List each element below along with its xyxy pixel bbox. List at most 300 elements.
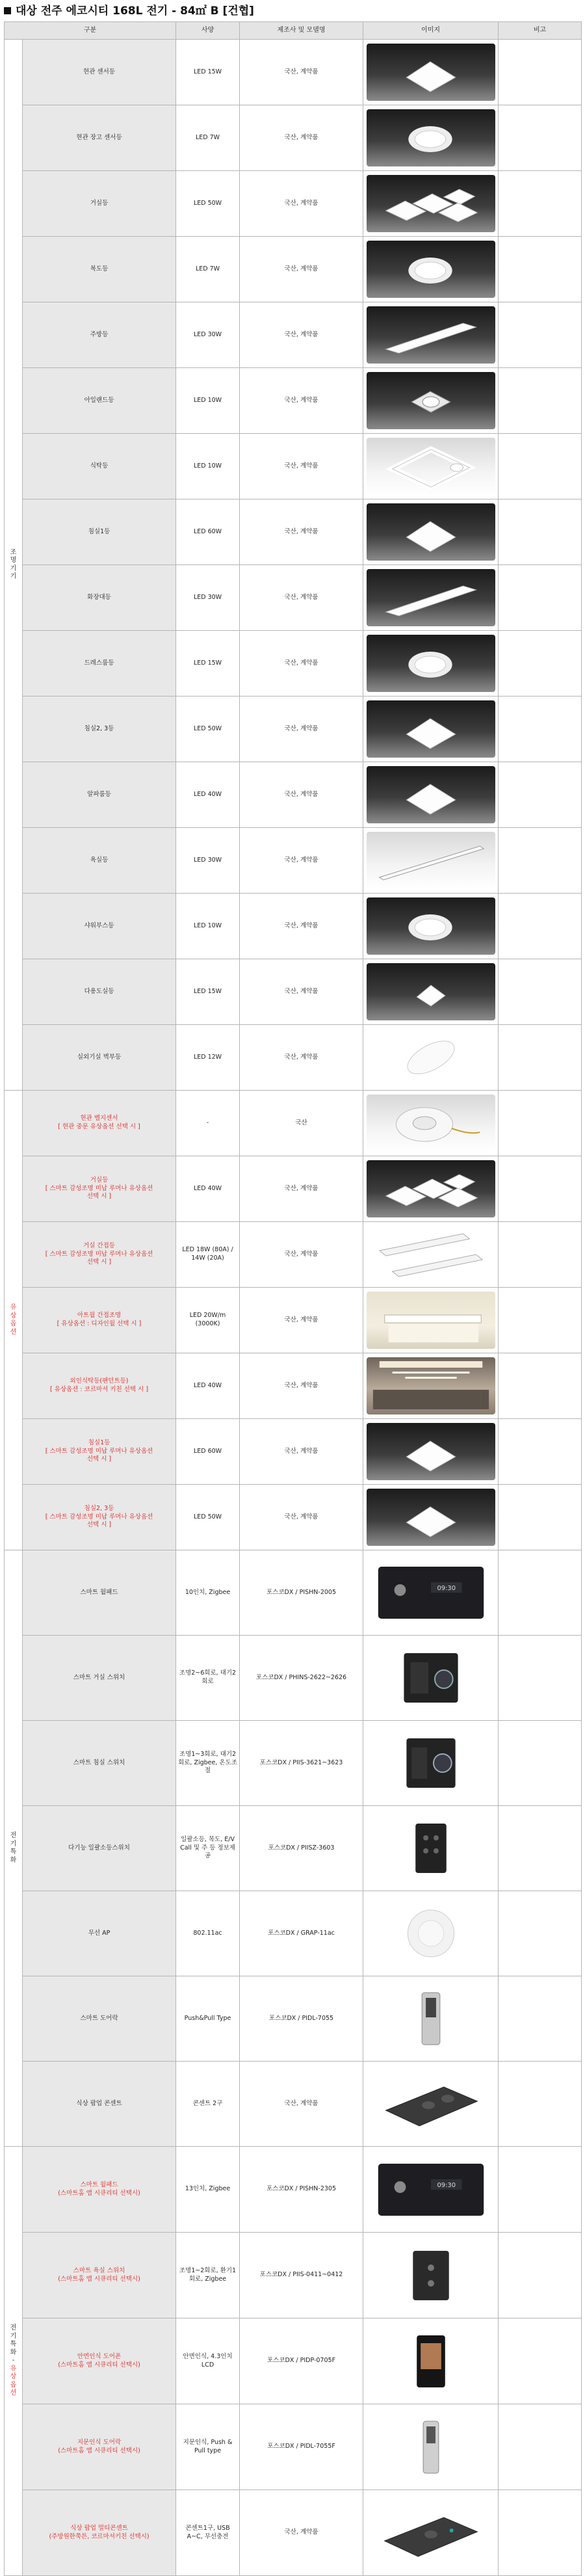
image-cell — [363, 2490, 499, 2576]
spec-cell: 안면인식, 4.3인치 LCD — [176, 2318, 240, 2404]
item-cell — [23, 1721, 176, 1806]
spec-cell: LED 50W — [176, 1485, 240, 1550]
maker-cell: 국산, 계약품 — [240, 1288, 363, 1353]
maker-cell: 국산, 계약품 — [240, 1353, 363, 1419]
table-row — [5, 105, 582, 171]
pendant-room-icon — [367, 1357, 495, 1414]
maker-cell: 국산, 계약품 — [240, 959, 363, 1025]
item-cell — [23, 1891, 176, 1976]
item-cell — [23, 171, 176, 237]
maker-cell: 포스코DX / PISHN-2005 — [240, 1550, 363, 1636]
image-cell — [363, 959, 499, 1025]
item-name: 침실2, 3등 — [84, 1504, 114, 1512]
note-cell — [499, 40, 582, 105]
item-name: 스마트 거실 스위치 — [73, 1673, 125, 1681]
popup-outlet-icon — [367, 2075, 495, 2132]
spec-cell: - — [176, 1091, 240, 1156]
table-row — [5, 499, 582, 565]
maker-cell: 포스코DX / PIDP-0705F — [240, 2318, 363, 2404]
image-cell — [363, 697, 499, 762]
image-cell — [363, 40, 499, 105]
note-cell — [499, 368, 582, 434]
item-name: 식상 팝업 콘센트 — [76, 2099, 122, 2107]
image-cell — [363, 368, 499, 434]
image-cell — [363, 302, 499, 368]
item-name: 침실2, 3등 — [84, 724, 114, 732]
master-switch-icon — [367, 1820, 495, 1877]
note-cell — [499, 1976, 582, 2062]
maker-cell: 포스코DX / PIIS-0411~0412 — [240, 2233, 363, 2318]
image-cell — [363, 828, 499, 894]
spec-cell: LED 10W — [176, 434, 240, 499]
category-cell — [5, 40, 23, 1091]
item-condition: (스마트홈 앱 시큐리티 선택시) — [58, 2275, 140, 2283]
item-cell — [23, 2147, 176, 2233]
note-cell — [499, 565, 582, 631]
popup-multi-outlet-icon — [367, 2504, 495, 2562]
table-row — [5, 1891, 582, 1976]
title-text: 대상 전주 에코시티 168L 전기 - 84㎡ B [건협] — [16, 5, 254, 18]
maker-cell: 국산, 계약품 — [240, 434, 363, 499]
item-cell — [23, 1636, 176, 1721]
item-cell — [23, 1806, 176, 1891]
item-condition: [ 스마트 감성조명 미납 루머나 유상옵션 선택 시 ] — [45, 1250, 153, 1266]
spec-cell: LED 50W — [176, 697, 240, 762]
spec-cell: LED 40W — [176, 762, 240, 828]
table-row — [5, 171, 582, 237]
image-cell — [363, 1288, 499, 1353]
table-row — [5, 2404, 582, 2490]
slim-linear-light-icon — [367, 832, 495, 889]
category-label: 전기특화 - 유상옵션 — [10, 2324, 17, 2397]
category-cell — [5, 1091, 23, 1550]
item-name: 스마트 월패드 — [80, 2181, 118, 2188]
item-cell — [23, 2404, 176, 2490]
note-cell — [499, 1485, 582, 1550]
item-condition: [ 스마트 감성조명 미납 루머나 유상옵션 선택 시 ] — [45, 1513, 153, 1529]
table-row — [5, 1419, 582, 1485]
item-cell — [23, 237, 176, 302]
maker-cell: 포스코DX / PIIS-3621~3623 — [240, 1721, 363, 1806]
note-cell — [499, 302, 582, 368]
item-name: 현관 장고 센서등 — [76, 133, 122, 141]
spec-cell: 콘센트1구, USB A~C, 무선충전 — [176, 2490, 240, 2576]
spec-cell: LED 15W — [176, 959, 240, 1025]
image-cell — [363, 1419, 499, 1485]
spec-cell: LED 10W — [176, 368, 240, 434]
item-cell — [23, 2318, 176, 2404]
item-cell — [23, 1550, 176, 1636]
wallpad-icon — [367, 1564, 495, 1621]
note-cell — [499, 1288, 582, 1353]
round-downlight-icon — [367, 241, 495, 298]
note-cell — [499, 1721, 582, 1806]
note-cell — [499, 2233, 582, 2318]
image-cell — [363, 2233, 499, 2318]
item-cell — [23, 499, 176, 565]
item-condition: [ 스마트 감성조명 미납 루머나 유상옵션 선택 시 ] — [45, 1184, 153, 1201]
table-row — [5, 302, 582, 368]
table-body — [5, 40, 582, 2576]
image-cell — [363, 1721, 499, 1806]
round-downlight-icon — [367, 109, 495, 166]
item-condition: (스마트홈 앱 시큐리티 선택시) — [58, 2361, 140, 2369]
note-cell — [499, 171, 582, 237]
wallpad-icon — [367, 2161, 495, 2218]
note-cell — [499, 1550, 582, 1636]
item-cell — [23, 368, 176, 434]
table-row — [5, 1288, 582, 1353]
image-cell — [363, 1485, 499, 1550]
table-row — [5, 40, 582, 105]
table-row — [5, 1806, 582, 1891]
item-name: 스마트 도어락 — [80, 2014, 118, 2022]
image-cell — [363, 1156, 499, 1222]
item-name: 드레스룸등 — [84, 659, 114, 667]
header-image: 이미지 — [363, 22, 499, 40]
spec-cell: 10인치, Zigbee — [176, 1550, 240, 1636]
round-downlight-icon — [367, 897, 495, 955]
header-maker: 제조사 및 모델명 — [240, 22, 363, 40]
frame-light-icon — [367, 438, 495, 495]
item-cell — [23, 1025, 176, 1091]
spec-cell: Push&Pull Type — [176, 1976, 240, 2062]
spec-cell: LED 60W — [176, 1419, 240, 1485]
header-spec: 사양 — [176, 22, 240, 40]
item-name: 침실1등 — [88, 1439, 110, 1446]
image-cell — [363, 2147, 499, 2233]
image-cell — [363, 762, 499, 828]
door-sensor-icon — [367, 1095, 495, 1152]
item-name: 아트월 간접조명 — [77, 1312, 122, 1320]
note-cell — [499, 894, 582, 959]
table-row — [5, 1721, 582, 1806]
item-name: 샤워부스등 — [84, 922, 114, 929]
item-name: 다기능 일괄소등스위치 — [68, 1844, 130, 1852]
spec-cell: 13인치, Zigbee — [176, 2147, 240, 2233]
image-cell — [363, 1025, 499, 1091]
image-cell — [363, 1806, 499, 1891]
maker-cell: 국산, 계약품 — [240, 237, 363, 302]
item-cell — [23, 1288, 176, 1353]
note-cell — [499, 1222, 582, 1288]
item-name: 식탁등 — [90, 462, 109, 470]
item-condition: (스마트홈 앱 시큐리티 선택시) — [58, 2189, 140, 2197]
table-row — [5, 959, 582, 1025]
image-cell — [363, 2062, 499, 2147]
maker-cell: 국산, 계약품 — [240, 2490, 363, 2576]
item-name: 식상 팝업 멀티콘센트 — [70, 2524, 128, 2532]
item-name: 거실등 — [90, 1176, 109, 1184]
square-panel-light-icon — [367, 1423, 495, 1480]
indirect-light-icon — [367, 1226, 495, 1283]
table-row — [5, 1636, 582, 1721]
table-row — [5, 1025, 582, 1091]
item-name: 침실1등 — [88, 527, 110, 535]
wireless-ap-icon — [367, 1905, 495, 1962]
item-cell — [23, 697, 176, 762]
spec-cell: LED 18W (80A) / 14W (20A) — [176, 1222, 240, 1288]
maker-cell: 포스코DX / PIDL-7055 — [240, 1976, 363, 2062]
maker-cell: 국산, 계약품 — [240, 171, 363, 237]
item-name: 안면인식 도어폰 — [77, 2352, 122, 2360]
item-cell — [23, 302, 176, 368]
item-condition: (주방원한쭉튼, 코르마셔키친 선택시) — [49, 2532, 150, 2540]
spec-cell: 802.11ac — [176, 1891, 240, 1976]
item-cell — [23, 1485, 176, 1550]
table-row — [5, 2062, 582, 2147]
maker-cell: 국산, 계약품 — [240, 1025, 363, 1091]
spec-cell: LED 50W — [176, 171, 240, 237]
image-cell — [363, 1891, 499, 1976]
image-cell — [363, 1550, 499, 1636]
table-row — [5, 1976, 582, 2062]
maker-cell: 국산, 계약품 — [240, 2062, 363, 2147]
maker-cell: 포스코DX / PISHN-2305 — [240, 2147, 363, 2233]
image-cell — [363, 631, 499, 697]
table-row — [5, 1156, 582, 1222]
note-cell — [499, 697, 582, 762]
svg-text:09:30: 09:30 — [437, 2181, 456, 2189]
category-label: 유상옵션 — [10, 1304, 17, 1336]
spec-cell: LED 40W — [176, 1353, 240, 1419]
item-cell — [23, 631, 176, 697]
linear-light-icon — [367, 569, 495, 626]
table-row — [5, 631, 582, 697]
item-cell — [23, 434, 176, 499]
category-cell — [5, 1550, 23, 2147]
bath-switch-icon — [367, 2247, 495, 2304]
item-cell — [23, 2233, 176, 2318]
spec-cell: 지문인식, Push & Pull type — [176, 2404, 240, 2490]
maker-cell: 포스코DX / PIISZ-3603 — [240, 1806, 363, 1891]
item-name: 거실 간접등 — [83, 1242, 115, 1249]
multi-panel-light-icon — [367, 1160, 495, 1217]
item-name: 스마트 침실 스위치 — [73, 1759, 125, 1766]
item-name: 욕실등 — [90, 856, 109, 864]
note-cell — [499, 1891, 582, 1976]
maker-cell: 국산, 계약품 — [240, 1222, 363, 1288]
item-condition: [ 현관 중문 유상옵션 선택 시 ] — [58, 1123, 140, 1130]
maker-cell: 국산 — [240, 1091, 363, 1156]
spec-cell: 조명1~2회로, 환기1회로, Zigbee — [176, 2233, 240, 2318]
spec-cell: 조명2~6회로, 대기2회로 — [176, 1636, 240, 1721]
table-row — [5, 1485, 582, 1550]
door-lock-icon — [367, 1990, 495, 2047]
note-cell — [499, 2404, 582, 2490]
maker-cell: 국산, 계약품 — [240, 302, 363, 368]
note-cell — [499, 1091, 582, 1156]
item-cell — [23, 1091, 176, 1156]
item-name: 복도등 — [90, 265, 109, 272]
note-cell — [499, 1806, 582, 1891]
image-cell — [363, 2404, 499, 2490]
table-row — [5, 237, 582, 302]
image-cell — [363, 894, 499, 959]
image-cell — [363, 1976, 499, 2062]
note-cell — [499, 237, 582, 302]
note-cell — [499, 2147, 582, 2233]
note-cell — [499, 2062, 582, 2147]
table-row — [5, 368, 582, 434]
item-cell — [23, 105, 176, 171]
note-cell — [499, 499, 582, 565]
table-row — [5, 2233, 582, 2318]
table-row — [5, 434, 582, 499]
maker-cell: 국산, 계약품 — [240, 894, 363, 959]
item-name: 현관 벨지센서 — [80, 1115, 118, 1122]
item-condition: (스마트홈 앱 시큐리티 선택시) — [58, 2447, 140, 2454]
maker-cell: 국산, 계약품 — [240, 762, 363, 828]
room-switch-icon — [367, 1734, 495, 1792]
item-name: 현관 센서등 — [83, 68, 115, 75]
spec-cell: 콘센트 2구 — [176, 2062, 240, 2147]
item-name: 알파룸등 — [87, 790, 111, 798]
note-cell — [499, 959, 582, 1025]
square-panel-light-icon — [367, 44, 495, 101]
item-name: 화장대등 — [87, 593, 111, 601]
table-row — [5, 2318, 582, 2404]
item-name: 외인식탁등(팬던트등) — [70, 1377, 129, 1385]
spec-cell: LED 30W — [176, 565, 240, 631]
note-cell — [499, 1353, 582, 1419]
item-name: 스마트 월패드 — [80, 1588, 118, 1596]
maker-cell: 국산, 계약품 — [240, 565, 363, 631]
spec-cell: LED 30W — [176, 302, 240, 368]
item-cell — [23, 1222, 176, 1288]
item-condition: [ 유상옵션 : 코르마셔 키친 선택 시 ] — [49, 1386, 149, 1393]
table-row — [5, 1353, 582, 1419]
image-cell — [363, 565, 499, 631]
image-cell — [363, 1091, 499, 1156]
category-label: 조명기기 — [10, 548, 17, 580]
table-row — [5, 1222, 582, 1288]
note-cell — [499, 1636, 582, 1721]
item-name: 무선 AP — [88, 1929, 110, 1937]
item-name: 아일랜드등 — [84, 396, 114, 404]
maker-cell: 국산, 계약품 — [240, 631, 363, 697]
maker-cell: 국산, 계약품 — [240, 40, 363, 105]
maker-cell: 포스코DX / PIDL-7055F — [240, 2404, 363, 2490]
note-cell — [499, 828, 582, 894]
image-cell — [363, 1222, 499, 1288]
image-cell — [363, 2318, 499, 2404]
note-cell — [499, 1156, 582, 1222]
linear-light-icon — [367, 306, 495, 364]
spec-table — [4, 21, 582, 2576]
spec-cell: LED 15W — [176, 40, 240, 105]
spec-cell: LED 15W — [176, 631, 240, 697]
table-row — [5, 1091, 582, 1156]
item-name: 주방등 — [90, 330, 109, 338]
artwall-light-icon — [367, 1292, 495, 1349]
spec-cell: LED 7W — [176, 105, 240, 171]
image-cell — [363, 1636, 499, 1721]
table-row — [5, 2490, 582, 2576]
header-category: 구분 — [5, 22, 176, 40]
multi-panel-light-icon — [367, 175, 495, 232]
note-cell — [499, 2318, 582, 2404]
image-cell — [363, 434, 499, 499]
table-row — [5, 1550, 582, 1636]
square-panel-light-icon — [367, 503, 495, 561]
note-cell — [499, 762, 582, 828]
image-cell — [363, 237, 499, 302]
category-label: 전기특화 — [10, 1832, 17, 1864]
item-cell — [23, 762, 176, 828]
item-cell — [23, 959, 176, 1025]
note-cell — [499, 1025, 582, 1091]
category-cell — [5, 2147, 23, 2576]
square-downlight-icon — [367, 372, 495, 429]
svg-text:09:30: 09:30 — [437, 1584, 456, 1593]
spec-cell: LED 10W — [176, 894, 240, 959]
note-cell — [499, 631, 582, 697]
living-switch-icon — [367, 1649, 495, 1706]
item-cell — [23, 2062, 176, 2147]
item-cell — [23, 1976, 176, 2062]
spec-cell: LED 12W — [176, 1025, 240, 1091]
header-note: 비고 — [499, 22, 582, 40]
image-cell — [363, 105, 499, 171]
maker-cell: 국산, 계약품 — [240, 499, 363, 565]
note-cell — [499, 1419, 582, 1485]
fingerprint-lock-icon — [367, 2419, 495, 2476]
square-panel-light-icon — [367, 1489, 495, 1546]
maker-cell: 국산, 계약품 — [240, 368, 363, 434]
spec-cell: LED 30W — [176, 828, 240, 894]
item-cell — [23, 828, 176, 894]
item-cell — [23, 2490, 176, 2576]
round-downlight-icon — [367, 635, 495, 692]
table-row — [5, 565, 582, 631]
item-name: 거실등 — [90, 199, 109, 207]
image-cell — [363, 171, 499, 237]
item-cell — [23, 1419, 176, 1485]
table-row — [5, 894, 582, 959]
square-bullet-icon — [4, 7, 11, 14]
square-panel-light-icon — [367, 766, 495, 823]
face-doorphone-icon — [367, 2333, 495, 2390]
maker-cell: 국산, 계약품 — [240, 1485, 363, 1550]
maker-cell: 국산, 계약품 — [240, 697, 363, 762]
table-header-row — [5, 22, 582, 40]
item-name: 스마트 욕실 스위치 — [73, 2266, 125, 2274]
maker-cell: 포스코DX / GRAP-11ac — [240, 1891, 363, 1976]
table-row — [5, 762, 582, 828]
small-square-light-icon — [367, 963, 495, 1020]
note-cell — [499, 105, 582, 171]
maker-cell: 국산, 계약품 — [240, 1419, 363, 1485]
table-row — [5, 697, 582, 762]
item-cell — [23, 1156, 176, 1222]
image-cell — [363, 1353, 499, 1419]
item-name: 실외기실 벽부등 — [77, 1053, 122, 1061]
item-cell — [23, 894, 176, 959]
item-condition: [ 유상옵션 : 디자인월 선택 시 ] — [57, 1320, 142, 1327]
spec-cell: LED 40W — [176, 1156, 240, 1222]
maker-cell: 포스코DX / PHINS-2622~2626 — [240, 1636, 363, 1721]
note-cell — [499, 2490, 582, 2576]
item-cell — [23, 565, 176, 631]
table-row — [5, 828, 582, 894]
item-name: 다용도실등 — [84, 987, 114, 995]
maker-cell: 국산, 계약품 — [240, 1156, 363, 1222]
spec-cell: 일괄소등, 목도, E/V Call 및 주 등 정보제공 — [176, 1806, 240, 1891]
item-name: 지문인식 도어락 — [77, 2438, 122, 2446]
image-cell — [363, 499, 499, 565]
spec-cell: LED 7W — [176, 237, 240, 302]
